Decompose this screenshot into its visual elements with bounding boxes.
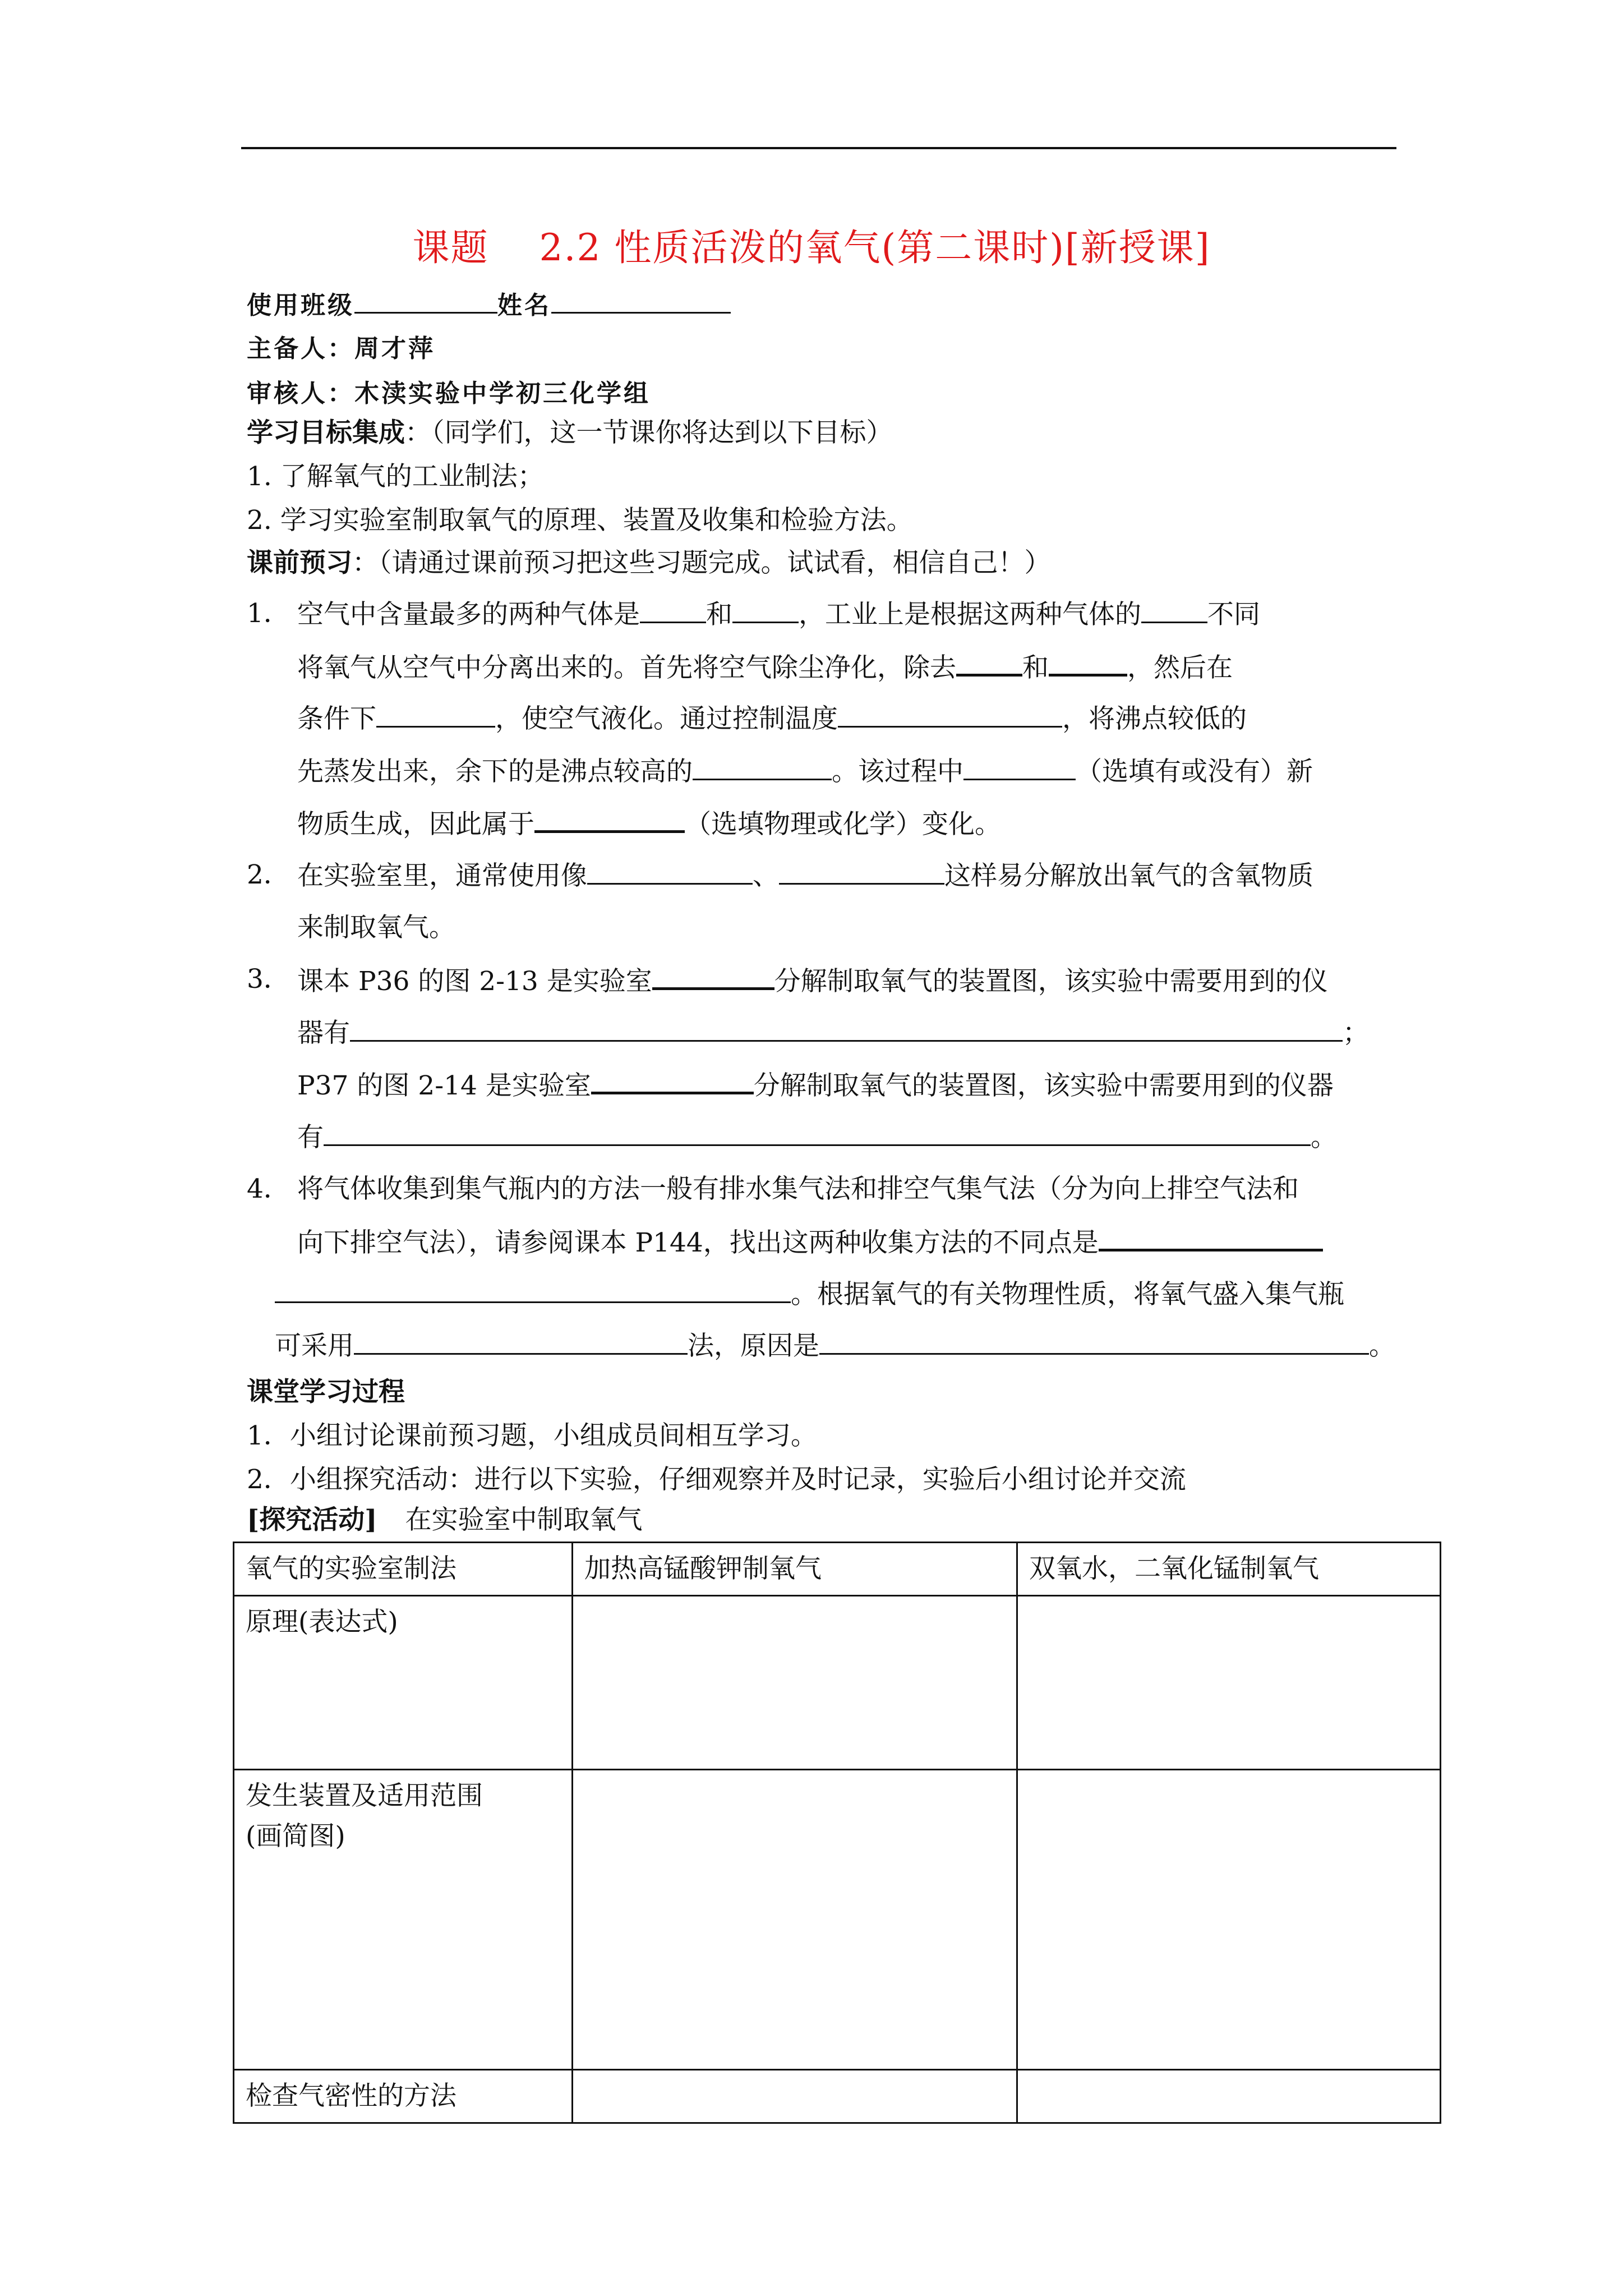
q1-blank-4[interactable] <box>956 649 1022 677</box>
q3-blank-2[interactable] <box>350 1015 1343 1042</box>
q1-line-1 <box>297 597 1260 632</box>
title-main: 2.2 性质活泼的氧气(第二课时)[新授课] <box>539 226 1211 269</box>
q2-text-1a: 在实验室里，通常使用像 <box>297 861 587 891</box>
q1-line-5 <box>297 806 1001 841</box>
q1-text-4a: 先蒸发出来，余下的是沸点较高的 <box>297 756 693 787</box>
experiment-table <box>233 1542 1441 2124</box>
answer-cell[interactable] <box>573 2070 1017 2123</box>
q4-blank-4[interactable] <box>819 1328 1369 1355</box>
q1-line-4 <box>297 754 1313 789</box>
q1-text-5a: 物质生成，因此属于 <box>297 809 534 840</box>
q1-text-4b: 。该过程中 <box>832 756 963 787</box>
q3-text-4a: 有 <box>297 1122 324 1153</box>
q2-blank-2[interactable] <box>779 858 944 885</box>
q2-line-2: 来制取氧气。 <box>297 912 455 943</box>
table-row <box>234 1596 1441 1770</box>
classroom-heading: 课堂学习过程 <box>247 1377 405 1407</box>
q4-line-2 <box>297 1224 1323 1260</box>
q4-blank-1[interactable] <box>1099 1224 1323 1251</box>
q1-blank-2[interactable] <box>732 597 799 623</box>
row-label-line: 发生装置及适用范围 <box>246 1780 483 1811</box>
q2-number: 2． <box>247 859 290 890</box>
answer-cell[interactable] <box>1017 1770 1441 2070</box>
q3-text-3b: 分解制取氧气的装置图，该实验中需要用到的仪器 <box>753 1070 1334 1101</box>
table-header-row <box>234 1543 1441 1596</box>
row-label-line: 原理(表达式) <box>246 1607 398 1637</box>
q1-text-3c: ，将沸点较低的 <box>1062 703 1247 734</box>
q1-text-5b: （选填物理或化学）变化。 <box>685 809 1001 840</box>
q1-text-2a: 将氧气从空气中分离出来的。首先将空气除尘净化，除去 <box>297 652 956 683</box>
table-header-cell: 双氧水，二氧化锰制氧气 <box>1017 1543 1441 1596</box>
q2-text-1c: 这样易分解放出氧气的含氧物质 <box>944 861 1313 891</box>
q3-blank-4[interactable] <box>324 1120 1311 1146</box>
row-label <box>234 1770 573 2070</box>
q1-text-1a: 空气中含量最多的两种气体是 <box>297 599 640 630</box>
q3-text-3a: P37 的图 2-14 是实验室 <box>297 1070 591 1101</box>
q3-line-4 <box>297 1120 1337 1154</box>
answer-cell[interactable] <box>573 1770 1017 2070</box>
q1-text-2c: ，然后在 <box>1127 652 1233 683</box>
activity-title: 在实验室中制取氧气 <box>405 1504 643 1535</box>
title-prefix: 课题 <box>412 226 489 269</box>
class-label: 使用班级 <box>247 291 354 320</box>
q1-blank-9[interactable] <box>963 754 1076 780</box>
q1-text-2b: 和 <box>1022 652 1049 683</box>
table-row <box>234 1770 1441 2070</box>
q3-line-3 <box>297 1067 1334 1103</box>
q1-blank-6[interactable] <box>376 701 495 728</box>
q4-text-3a: 。根据氧气的有关物理性质，将氧气盛入集气瓶 <box>791 1279 1344 1310</box>
goals-heading-note: ：（同学们，这一节课你将达到以下目标） <box>405 417 893 448</box>
q4-text-4b: 法，原因是 <box>688 1331 819 1361</box>
q1-text-3b: ，使空气液化。通过控制温度 <box>495 703 838 734</box>
preview-heading-line <box>247 546 1051 580</box>
q4-text-4c: 。 <box>1369 1331 1395 1361</box>
classroom-item-2: 2．小组探究活动：进行以下实验，仔细观察并及时记录，实验后小组讨论并交流 <box>247 1464 1186 1495</box>
table-header-cell: 氧气的实验室制法 <box>234 1543 573 1596</box>
goals-heading: 学习目标集成 <box>247 417 405 448</box>
table-header-cell: 加热高锰酸钾制氧气 <box>573 1543 1017 1596</box>
q1-text-3a: 条件下 <box>297 703 376 734</box>
q4-blank-3[interactable] <box>354 1328 688 1355</box>
q1-blank-7[interactable] <box>838 701 1062 728</box>
q1-blank-10[interactable] <box>534 806 685 833</box>
q1-number: 1． <box>247 598 290 629</box>
q2-blank-1[interactable] <box>587 858 753 885</box>
reviewer-line: 审核人：木渎实验中学初三化学组 <box>247 379 651 408</box>
row-label-line: (画简图) <box>246 1821 345 1852</box>
q3-text-1b: 分解制取氧气的装置图，该实验中需要用到的仪 <box>774 966 1328 997</box>
activity-line <box>247 1503 642 1537</box>
q4-text-4a: 可采用 <box>275 1331 354 1361</box>
row-label <box>234 2070 573 2123</box>
q3-text-2a: 器有 <box>297 1018 350 1048</box>
goals-heading-line <box>247 416 893 450</box>
table-row <box>234 2070 1441 2123</box>
q4-text-2a: 向下排空气法），请参阅课本 P144，找出这两种收集方法的不同点是 <box>297 1227 1099 1258</box>
q3-blank-1[interactable] <box>652 963 774 990</box>
q1-line-3 <box>297 701 1247 736</box>
preparer-line: 主备人：周才萍 <box>247 334 435 363</box>
page-title <box>0 218 1623 271</box>
q1-blank-1[interactable] <box>640 597 706 623</box>
answer-cell[interactable] <box>573 1596 1017 1770</box>
q4-line-1: 将气体收集到集气瓶内的方法一般有排水集气法和排空气集气法（分为向上排空气法和 <box>297 1174 1299 1204</box>
q3-blank-3[interactable] <box>591 1067 754 1094</box>
row-label-line: 检查气密性的方法 <box>246 2081 457 2111</box>
answer-cell[interactable] <box>1017 1596 1441 1770</box>
q3-line-2 <box>297 1015 1369 1050</box>
goal-item-2: 2. 学习实验室制取氧气的原理、装置及收集和检验方法。 <box>247 505 913 536</box>
name-blank[interactable] <box>551 287 731 314</box>
class-name-line <box>247 287 731 323</box>
q3-text-4b: 。 <box>1311 1122 1337 1153</box>
q1-text-1c: ，工业上是根据这两种气体的 <box>799 599 1141 630</box>
q1-text-1d: 不同 <box>1207 599 1260 630</box>
q2-text-1b: 、 <box>753 861 779 891</box>
header-rule <box>241 147 1396 149</box>
q4-line-3 <box>275 1277 1344 1312</box>
goal-item-1: 1. 了解氧气的工业制法； <box>247 461 544 492</box>
q1-blank-5[interactable] <box>1049 649 1127 677</box>
q1-line-2 <box>297 649 1233 685</box>
q1-blank-8[interactable] <box>693 754 832 780</box>
q3-text-1a: 课本 P36 的图 2-13 是实验室 <box>297 966 652 997</box>
q4-line-4 <box>275 1328 1395 1363</box>
classroom-item-1: 1．小组讨论课前预习题，小组成员间相互学习。 <box>247 1420 817 1451</box>
activity-tag: [探究活动] <box>247 1504 377 1535</box>
q4-blank-2[interactable] <box>275 1277 791 1303</box>
q1-text-1b: 和 <box>706 599 732 630</box>
q1-blank-3[interactable] <box>1141 597 1207 623</box>
q2-line-1 <box>297 858 1313 893</box>
q1-text-4c: （选填有或没有）新 <box>1076 756 1313 787</box>
q3-number: 3． <box>247 964 290 995</box>
answer-cell[interactable] <box>1017 2070 1441 2123</box>
preview-heading-note: ：（请通过课前预习把这些习题完成。试试看，相信自己！） <box>352 547 1051 578</box>
row-label <box>234 1596 573 1770</box>
q4-number: 4． <box>247 1174 290 1204</box>
q3-text-2b: ； <box>1343 1018 1369 1048</box>
q3-line-1 <box>297 963 1328 999</box>
name-label: 姓名 <box>497 291 551 320</box>
class-blank[interactable] <box>354 287 497 314</box>
preview-heading: 课前预习 <box>247 547 352 578</box>
